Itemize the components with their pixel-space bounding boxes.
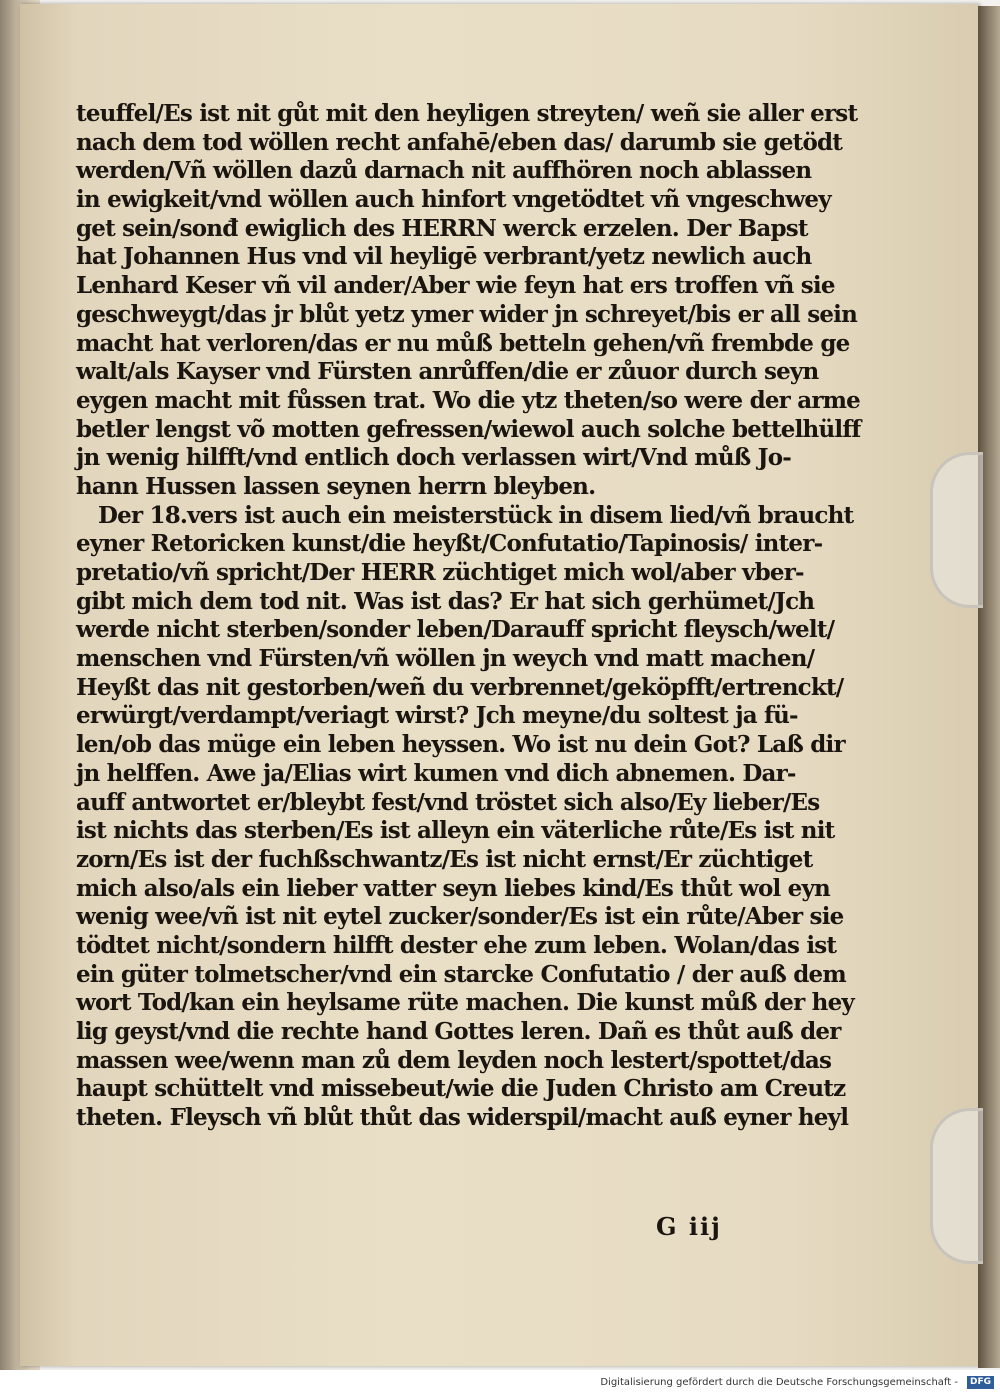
text-line: teuffel/Es ist nit gůt mit den heyligen streyten/ weñ sie aller erst: [76, 100, 858, 127]
text-line: jn helffen. Awe ja/Elias wirt kumen vnd dich abnemen. Dar-: [76, 759, 796, 787]
text-line: wort Tod/kan ein heylsame rüte machen. Die kunst můß der hey: [76, 989, 854, 1017]
text-line: in ewigkeit/vnd wöllen auch hinfort vngetödtet vñ vngeschwey: [76, 186, 831, 214]
text-line: tödtet nicht/sondern hilfft dester ehe zum leben. Wolan/das ist: [76, 931, 837, 959]
text-line: len/ob das müge ein leben heyssen. Wo ist nu dein Got? Laß dir: [76, 731, 845, 759]
text-line: macht hat verloren/das er nu můß betteln gehen/vñ frembde ge: [76, 329, 850, 357]
page-clip-top: [930, 452, 983, 608]
signature-mark: G iij: [656, 1212, 722, 1241]
text-line: gibt mich dem tod nit. Was ist das? Er hat sich gerhümet/Jch: [76, 587, 815, 615]
text-line: eygen macht mit fůssen trat. Wo die ytz theten/so were der arme: [76, 386, 861, 414]
text-line: erwürgt/verdampt/veriagt wirst? Jch meyne/du soltest ja fü-: [76, 702, 798, 730]
text-line: zorn/Es ist der fuchßschwantz/Es ist nicht ernst/Er züchtiget: [76, 845, 813, 873]
text-line: werden/Vñ wöllen dazů darnach nit auffhören noch ablassen: [76, 157, 812, 185]
text-line: jn wenig hilfft/vnd entlich doch verlassen wirt/Vnd můß Jo-: [76, 444, 792, 472]
text-line: nach dem tod wöllen recht anfahē/eben das/ darumb sie getödt: [76, 128, 843, 156]
text-line: werde nicht sterben/sonder leben/Darauff spricht fleysch/welt/: [76, 616, 835, 644]
paragraph-start-line: Der 18.vers ist auch ein meisterstück in disem lied/vñ braucht: [98, 501, 854, 529]
footer-bar: [0, 1370, 1000, 1396]
text-line: get sein/sonđ ewiglich des HERRN werck erzelen. Der Bapst: [76, 214, 808, 242]
text-line: mich also/als ein lieber vatter seyn liebes kind/Es thůt wol eyn: [76, 874, 830, 902]
dfg-logo-icon: DFG: [967, 1376, 994, 1389]
text-line: eyner Retoricken kunst/die heyßt/Confutatio/Tapinosis/ inter-: [76, 530, 823, 558]
text-line: ein güter tolmetscher/vnd ein starcke Confutatio / der auß dem: [76, 960, 846, 988]
text-line: menschen vnd Fürsten/vñ wöllen jn weych vnd matt machen/: [76, 645, 815, 673]
text-line: wenig wee/vñ ist nit eytel zucker/sonder/Es ist ein růte/Aber sie: [76, 903, 844, 931]
text-line: hat Johannen Hus vnd vil heyligē verbrant/yetz newlich auch: [76, 243, 812, 271]
text-line: Lenhard Keser vñ vil ander/Aber wie feyn hat ers troffen vñ sie: [76, 272, 835, 300]
body-text: [76, 100, 861, 1133]
page-clip-bottom: [930, 1108, 983, 1264]
text-line: ist nichts das sterben/Es ist alleyn ein väterliche růte/Es ist nit: [76, 817, 835, 845]
text-line: walt/als Kayser vnd Fürsten anrůffen/die er zůuor durch seyn: [76, 358, 819, 386]
text-line: auff antwortet er/bleybt fest/vnd tröstet sich also/Ey lieber/Es: [76, 788, 820, 816]
text-line: massen wee/wenn man zů dem leyden noch lestert/spottet/das: [76, 1046, 832, 1074]
text-line: haupt schüttelt vnd missebeut/wie die Juden Christo am Creutz: [76, 1075, 846, 1103]
text-line: pretatio/vñ spricht/Der HERR züchtiget mich wol/aber vber-: [76, 559, 804, 586]
text-line: betler lengst võ motten gefressen/wiewol auch solche bettelhülff: [76, 415, 861, 443]
text-line: Heyßt das nit gestorben/weñ du verbrennet/geköpfft/ertrenckt/: [76, 673, 844, 701]
text-line: hann Hussen lassen seynen herrn bleyben.: [76, 472, 596, 500]
digitization-credit: Digitalisierung gefördert durch die Deutsche Forschungsgemeinschaft -: [600, 1377, 958, 1388]
text-line: theten. Fleysch vñ blůt thůt das widerspil/macht auß eyner heyl: [76, 1104, 849, 1132]
text-line: lig geyst/vnd die rechte hand Gottes leren. Dañ es thůt auß der: [76, 1018, 841, 1045]
text-line: geschweygt/das jr blůt yetz ymer wider jn schreyet/bis er all sein: [76, 300, 858, 328]
